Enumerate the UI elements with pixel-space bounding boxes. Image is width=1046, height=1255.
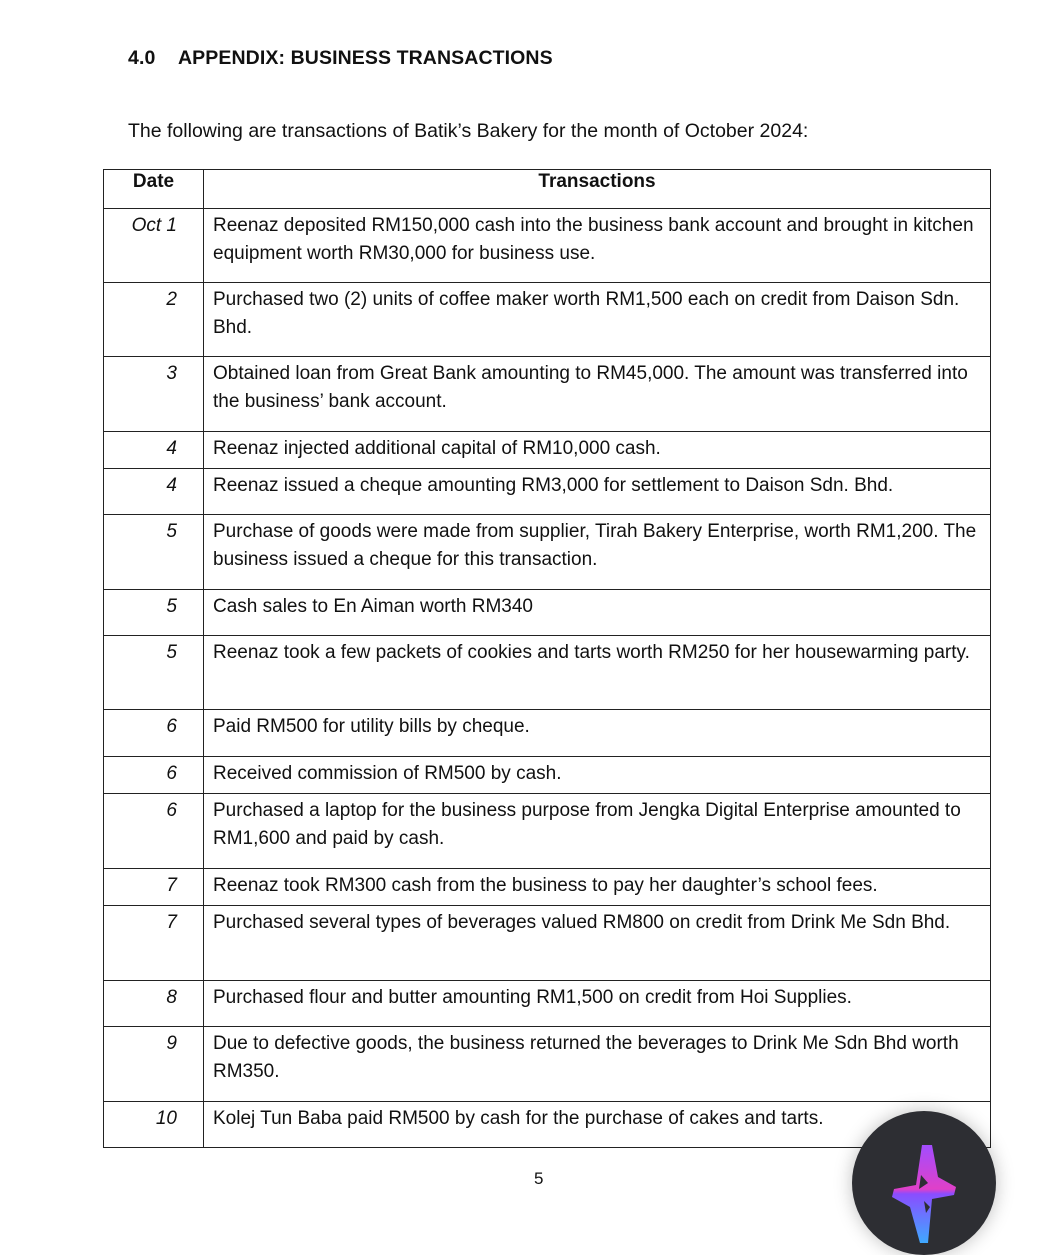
section-number: 4.0 xyxy=(128,47,156,69)
table-row xyxy=(104,710,991,757)
row-date: 8 xyxy=(104,981,204,1027)
page-number: 5 xyxy=(534,1169,544,1188)
date-column-header: Date xyxy=(104,170,204,209)
row-date: 7 xyxy=(104,869,204,906)
row-transaction: Reenaz issued a cheque amounting RM3,000 for settlement to Daison Sdn. Bhd. xyxy=(204,469,991,515)
row-transaction: Paid RM500 for utility bills by cheque. xyxy=(204,710,991,757)
table-row xyxy=(104,469,991,515)
row-date: 4 xyxy=(104,469,204,515)
row-transaction: Obtained loan from Great Bank amounting to RM45,000. The amount was transferred into the business’ bank account. xyxy=(204,357,991,432)
row-date: Oct 1 xyxy=(104,209,204,283)
transactions-table-body xyxy=(104,209,991,1148)
table-row xyxy=(104,636,991,710)
table-row xyxy=(104,1027,991,1102)
row-transaction: Cash sales to En Aiman worth RM340 xyxy=(204,590,991,636)
sparkle-star-icon xyxy=(888,1139,960,1249)
section-heading xyxy=(128,47,553,70)
table-row xyxy=(104,432,991,469)
transactions-column-header: Transactions xyxy=(204,170,991,209)
row-date: 3 xyxy=(104,357,204,432)
row-transaction: Due to defective goods, the business returned the beverages to Drink Me Sdn Bhd worth RM350. xyxy=(204,1027,991,1102)
intro-paragraph: The following are transactions of Batik’s Bakery for the month of October 2024: xyxy=(128,120,809,142)
row-date: 6 xyxy=(104,794,204,869)
row-date: 2 xyxy=(104,283,204,357)
section-title: APPENDIX: BUSINESS TRANSACTIONS xyxy=(178,47,553,69)
table-row xyxy=(104,283,991,357)
table-row xyxy=(104,1102,991,1148)
row-date: 6 xyxy=(104,710,204,757)
table-row xyxy=(104,794,991,869)
table-row xyxy=(104,869,991,906)
row-date: 4 xyxy=(104,432,204,469)
row-date: 6 xyxy=(104,757,204,794)
row-date: 5 xyxy=(104,515,204,590)
row-date: 5 xyxy=(104,636,204,710)
row-transaction: Kolej Tun Baba paid RM500 by cash for the purchase of cakes and tarts. xyxy=(204,1102,991,1148)
row-date: 10 xyxy=(104,1102,204,1148)
assistant-floating-button[interactable] xyxy=(852,1111,996,1255)
row-transaction: Received commission of RM500 by cash. xyxy=(204,757,991,794)
row-date: 5 xyxy=(104,590,204,636)
row-transaction: Reenaz injected additional capital of RM10,000 cash. xyxy=(204,432,991,469)
table-row xyxy=(104,209,991,283)
table-row xyxy=(104,981,991,1027)
row-transaction: Purchased a laptop for the business purpose from Jengka Digital Enterprise amounted to RM1,600 and paid by cash. xyxy=(204,794,991,869)
transactions-table xyxy=(103,169,991,1148)
row-transaction: Purchased two (2) units of coffee maker worth RM1,500 each on credit from Daison Sdn. Bhd. xyxy=(204,283,991,357)
row-transaction: Purchase of goods were made from supplier, Tirah Bakery Enterprise, worth RM1,200. The business issued a cheque for this transaction. xyxy=(204,515,991,590)
table-row xyxy=(104,757,991,794)
row-transaction: Reenaz deposited RM150,000 cash into the business bank account and brought in kitchen equipment worth RM30,000 for business use. xyxy=(204,209,991,283)
table-row xyxy=(104,357,991,432)
table-row xyxy=(104,590,991,636)
table-row xyxy=(104,906,991,981)
table-header-row xyxy=(104,170,991,209)
row-date: 7 xyxy=(104,906,204,981)
table-row xyxy=(104,515,991,590)
row-transaction: Reenaz took a few packets of cookies and tarts worth RM250 for her housewarming party. xyxy=(204,636,991,710)
row-transaction: Purchased flour and butter amounting RM1,500 on credit from Hoi Supplies. xyxy=(204,981,991,1027)
row-transaction: Purchased several types of beverages valued RM800 on credit from Drink Me Sdn Bhd. xyxy=(204,906,991,981)
row-transaction: Reenaz took RM300 cash from the business to pay her daughter’s school fees. xyxy=(204,869,991,906)
row-date: 9 xyxy=(104,1027,204,1102)
